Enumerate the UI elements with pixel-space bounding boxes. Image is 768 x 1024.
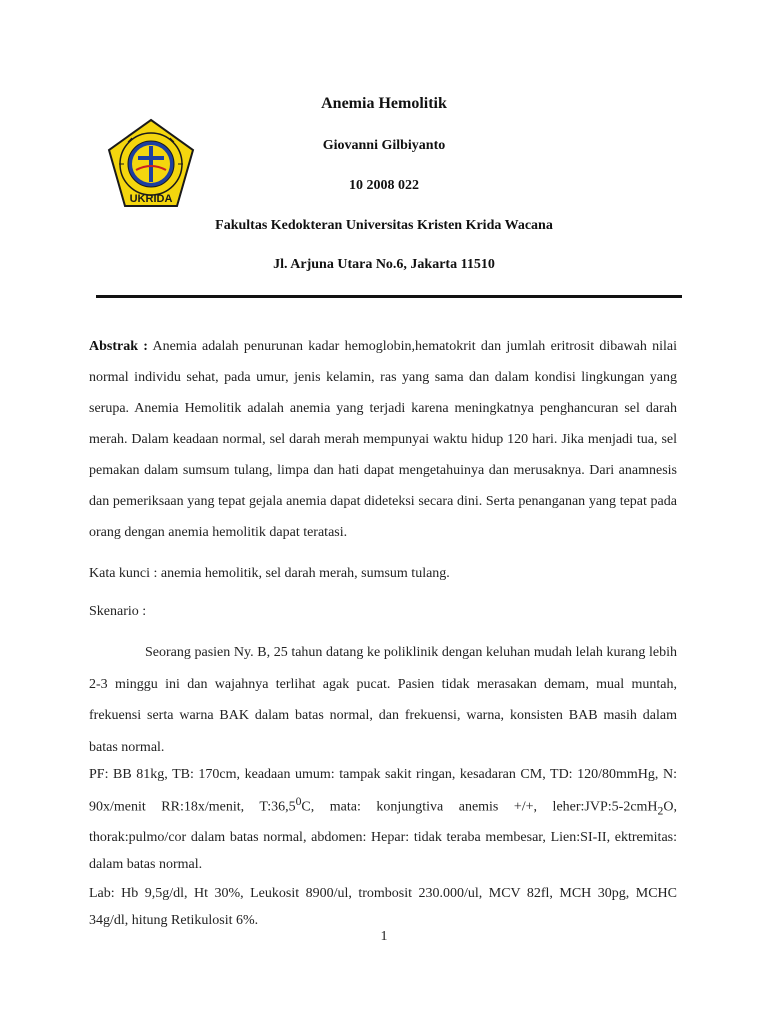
- lab-paragraph: Lab: Hb 9,5g/dl, Ht 30%, Leukosit 8900/ul, trombosit 230.000/ul, MCV 82fl, MCH 30pg, MCHC 34g/dl, hitung Retikulosit 6%.: [89, 886, 677, 928]
- pf-water-sub: 2: [657, 804, 664, 818]
- pf-text-3: O, thorak:pulmo/cor dalam batas normal, abdomen: Hepar: tidak teraba membesar, Lien:SI-II, ektremitas: dalam batas normal.: [89, 799, 677, 873]
- document-title: Anemia Hemolitik: [321, 95, 447, 112]
- pf-text-2: C, mata: konjungtiva anemis +/+, leher:JVP:5-2cmH: [301, 799, 658, 815]
- student-id: 10 2008 022: [349, 178, 419, 193]
- abstract-paragraph: [89, 331, 677, 548]
- scenario-label: Skenario :: [89, 604, 147, 619]
- physical-exam-paragraph: [89, 761, 677, 878]
- address: Jl. Arjuna Utara No.6, Jakarta 11510: [273, 257, 495, 272]
- page-number: 1: [380, 929, 388, 944]
- abstract-text: Anemia adalah penurunan kadar hemoglobin,hematokrit dan jumlah eritrosit dibawah nilai normal individu sehat, pada umur, jenis kelamin, ras yang sama dan dalam kondisi lingkungan yang serupa. Anemia Hemolitik adalah anemia yang terjadi karena meningkatnya penghancuran sel darah merah. Dalam keadaan normal, sel darah merah mempunyai waktu hidup 120 hari. Jika menjadi tua, sel pemakan dalam sumsum tulang, limpa dan hati dapat mengetahuinya dan merusaknya. Dari anamnesis dan pemeriksaan yang tepat gejala anemia dapat dideteksi secara dini. Serta penanganan yang tepat pada orang dengan anemia hemolitik dapat teratasi.: [89, 339, 677, 540]
- pf-degree-sup: 0: [295, 795, 302, 808]
- abstract-label: Abstrak :: [89, 339, 148, 354]
- ukrida-logo: [106, 118, 196, 212]
- svg-text:UKRIDA: UKRIDA: [129, 193, 173, 205]
- header-divider: [96, 295, 682, 298]
- case-paragraph: Seorang pasien Ny. B, 25 tahun datang ke poliklinik dengan keluhan mudah lelah kurang lebih 2-3 minggu ini dan wajahnya terlihat agak pucat. Pasien tidak merasakan demam, mual muntah, frekuensi serta warna BAK dalam batas normal, dan frekuensi, warna, konsisten BAB masih dalam batas normal.: [89, 645, 677, 755]
- faculty-name: Fakultas Kedokteran Universitas Kristen Krida Wacana: [215, 218, 553, 233]
- author-name: Giovanni Gilbiyanto: [322, 138, 446, 153]
- keywords: Kata kunci : anemia hemolitik, sel darah merah, sumsum tulang.: [89, 566, 450, 581]
- pf-text-1: PF: BB 81kg, TB: 170cm, keadaan umum: tampak sakit ringan, kesadaran CM, TD: 120/80mmHg, N: 90x/menit RR:18x/menit, T:36,5: [89, 767, 677, 815]
